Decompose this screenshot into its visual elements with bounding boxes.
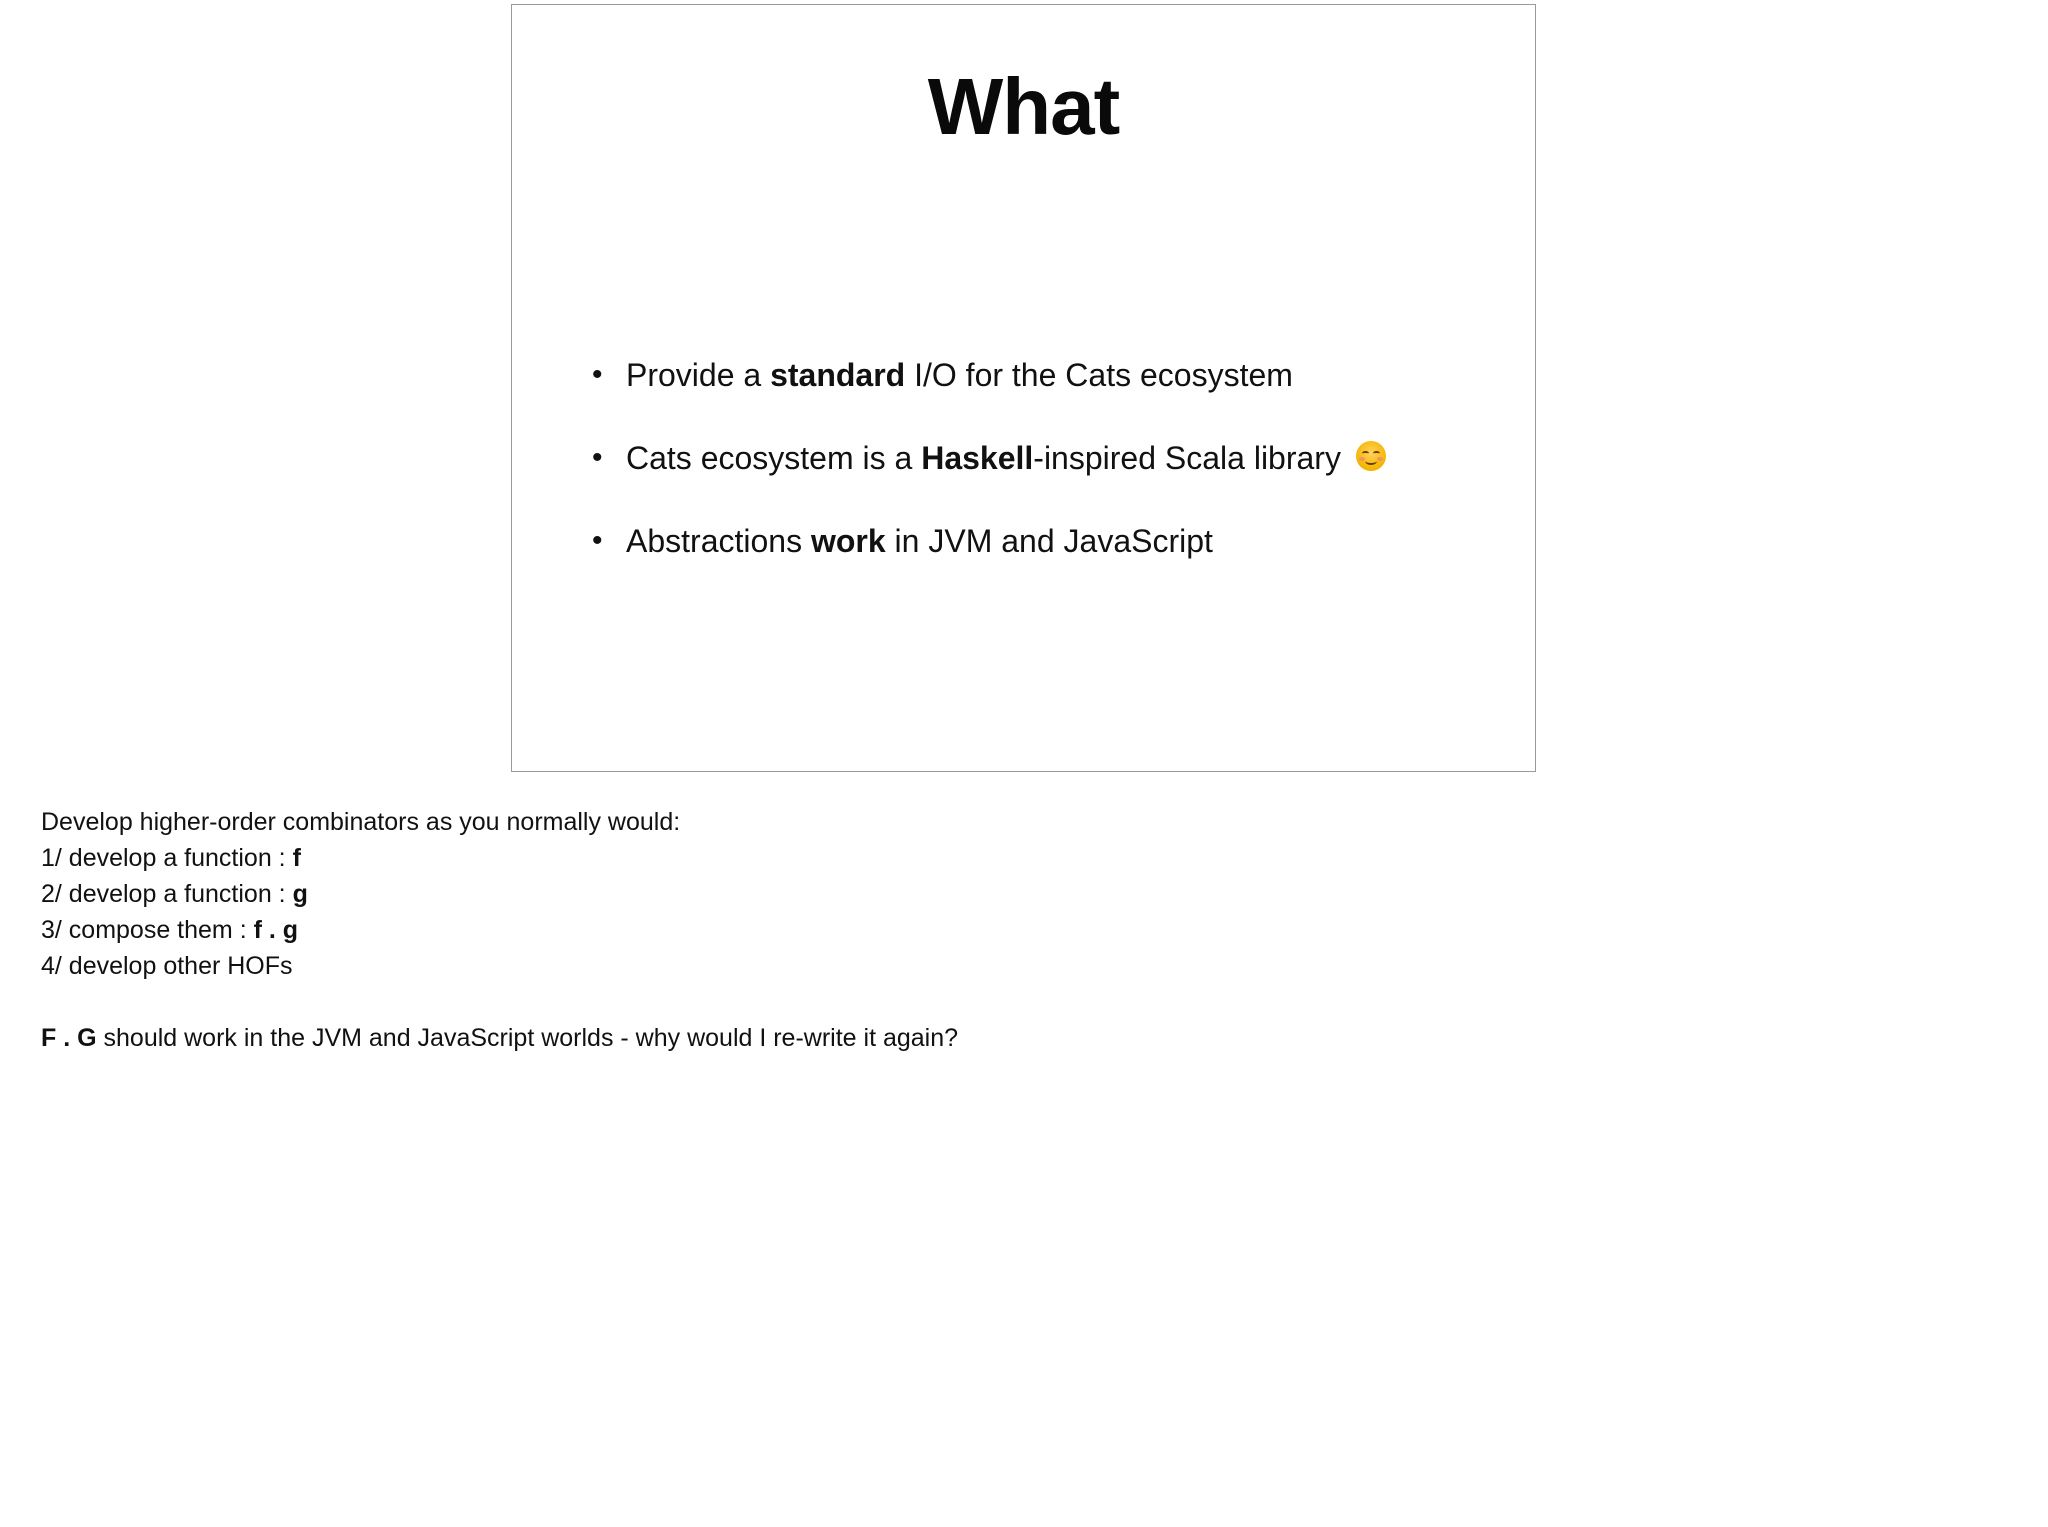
bullet-text: in JVM and JavaScript <box>885 523 1213 559</box>
bullet-item <box>592 438 1386 478</box>
step-emphasis: f <box>292 844 301 872</box>
step-text: 2/ develop a function : <box>41 880 293 908</box>
notes-closing <box>41 1020 958 1056</box>
bullet-item <box>592 355 1386 395</box>
step-emphasis: g <box>292 880 308 908</box>
bullet-emphasis: work <box>810 523 886 559</box>
bullet-emphasis: standard <box>770 357 906 393</box>
bullet-item <box>592 521 1386 561</box>
smiling-face-icon <box>1356 441 1386 471</box>
notes-step <box>41 912 958 948</box>
step-text: 1/ develop a function : <box>41 844 293 872</box>
slide-preview <box>511 4 1536 772</box>
step-emphasis: f . g <box>253 916 299 944</box>
step-text: 4/ develop other HOFs <box>41 952 293 980</box>
closing-emphasis: F . G <box>41 1024 97 1052</box>
notes-step <box>41 840 958 876</box>
bullet-text: -inspired Scala library <box>1033 440 1341 476</box>
notes-step <box>41 948 958 984</box>
bullet-text: Provide a <box>626 357 771 393</box>
closing-text: should work in the JVM and JavaScript worlds - why would I re-write it again? <box>96 1024 959 1052</box>
notes-spacer <box>41 984 958 1020</box>
step-text: 3/ compose them : <box>41 916 254 944</box>
bullet-text: I/O for the Cats ecosystem <box>905 357 1293 393</box>
notes-intro: Develop higher-order combinators as you normally would: <box>41 808 681 836</box>
bullet-text: Cats ecosystem is a <box>626 440 922 476</box>
notes-step <box>41 876 958 912</box>
presenter-notes <box>41 804 958 1056</box>
bullet-emphasis: Haskell <box>921 440 1034 476</box>
slide-title: What <box>927 62 1120 151</box>
bullet-list <box>592 355 1386 604</box>
bullet-text: Abstractions <box>626 523 811 559</box>
